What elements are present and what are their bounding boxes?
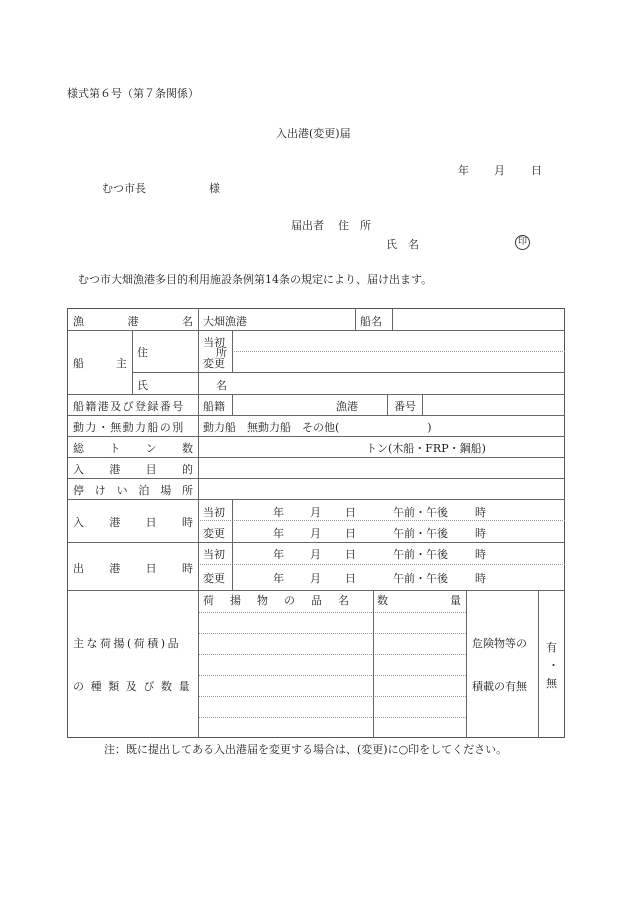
entry-change-month[interactable]: 月 — [310, 527, 321, 540]
purpose-field[interactable] — [200, 458, 562, 477]
owner-address-initial-label: 当初 — [203, 336, 225, 349]
port-value[interactable]: 大畑漁港 — [203, 315, 247, 328]
entry-initial-label: 当初 — [203, 506, 225, 519]
owner-label: 船 主 — [73, 357, 127, 370]
application-form-table — [67, 308, 565, 738]
cargo-qty-header: 数 量 — [377, 594, 461, 607]
owner-name-field[interactable] — [200, 374, 562, 393]
power-label: 動力・無動力船の別 — [73, 421, 185, 434]
fishing-port-label: 漁港 — [336, 400, 358, 413]
exit-initial-month[interactable]: 月 — [310, 548, 321, 561]
entry-change-hour[interactable]: 時 — [475, 527, 486, 540]
entry-initial-year[interactable]: 年 — [273, 506, 284, 519]
tonnage-value[interactable]: トン(木船・FRP・鋼船) — [366, 442, 486, 455]
entry-label: 入 港 日 時 — [73, 516, 193, 529]
exit-change-day[interactable]: 日 — [345, 572, 356, 585]
owner-address-label: 住 所 — [137, 346, 227, 359]
owner-address-initial-field[interactable] — [234, 331, 562, 350]
entry-initial-hour[interactable]: 時 — [475, 506, 486, 519]
exit-label: 出 港 日 時 — [73, 562, 193, 575]
purpose-label: 入 港 目 的 — [73, 463, 193, 476]
owner-name-label: 氏 名 — [137, 379, 227, 392]
ship-registry-label: 船籍 — [203, 400, 225, 413]
applicant-name-label: 氏 名 — [386, 238, 419, 251]
registry-label: 船籍港及び登録番号 — [73, 400, 185, 413]
registry-number-field[interactable] — [424, 396, 562, 415]
port-label: 漁 港 名 — [73, 315, 193, 328]
exit-change-label: 変更 — [203, 572, 225, 585]
statement: むつ市大畑漁港多目的利用施設条例第14条の規定により、届け出ます。 — [78, 273, 433, 286]
owner-address-change-label: 変更 — [203, 357, 225, 370]
cargo-item-header: 荷揚物の品名 — [203, 594, 365, 607]
seal-mark — [515, 235, 530, 250]
exit-initial-hour[interactable]: 時 — [475, 548, 486, 561]
footer-note: 注：既に提出してある入出港届を変更する場合は、(変更)に○印をしてください。 — [104, 743, 508, 756]
entry-initial-ampm[interactable]: 午前・午後 — [393, 506, 448, 519]
exit-initial-ampm[interactable]: 午前・午後 — [393, 548, 448, 561]
exit-change-month[interactable]: 月 — [310, 572, 321, 585]
entry-change-label: 変更 — [203, 527, 225, 540]
applicant-label: 届出者 — [291, 219, 324, 232]
exit-initial-day[interactable]: 日 — [345, 548, 356, 561]
registry-number-label: 番号 — [394, 400, 416, 413]
hazard-label-line1: 危険物等の — [472, 637, 527, 650]
exit-initial-label: 当初 — [203, 548, 225, 561]
cargo-label-line1: 主な荷揚(荷積)品 — [73, 637, 182, 650]
ship-name-label: 船名 — [360, 315, 382, 328]
date-month: 月 — [494, 164, 505, 177]
cargo-label-line2: の種類及び数量 — [73, 680, 197, 693]
page-title: 入出港(変更)届 — [276, 127, 351, 140]
date-year: 年 — [458, 164, 469, 177]
exit-change-hour[interactable]: 時 — [475, 572, 486, 585]
form-number: 様式第６号（第７条関係） — [67, 87, 199, 100]
entry-initial-day[interactable]: 日 — [345, 506, 356, 519]
seal-text: 印 — [517, 237, 527, 247]
entry-change-ampm[interactable]: 午前・午後 — [393, 527, 448, 540]
entry-change-day[interactable]: 日 — [345, 527, 356, 540]
hazard-no[interactable]: 無 — [546, 677, 557, 690]
owner-address-change-field[interactable] — [234, 353, 562, 372]
honorific: 様 — [209, 182, 220, 195]
date-day: 日 — [531, 164, 542, 177]
entry-change-year[interactable]: 年 — [273, 527, 284, 540]
addressee: むつ市長 — [102, 182, 146, 195]
power-options[interactable]: 動力船 無動力船 その他( ) — [203, 421, 432, 434]
exit-change-ampm[interactable]: 午前・午後 — [393, 572, 448, 585]
tonnage-label: 総 ト ン 数 — [73, 442, 193, 455]
berth-label: 停 け い 泊 場 所 — [73, 484, 193, 497]
entry-initial-month[interactable]: 月 — [310, 506, 321, 519]
ship-name-field[interactable] — [394, 310, 562, 329]
hazard-label-line2: 積載の有無 — [472, 680, 527, 693]
exit-change-year[interactable]: 年 — [273, 572, 284, 585]
hazard-separator: ・ — [548, 659, 559, 672]
applicant-address-label: 住 所 — [338, 219, 371, 232]
hazard-yes[interactable]: 有 — [546, 641, 557, 654]
exit-initial-year[interactable]: 年 — [273, 548, 284, 561]
berth-field[interactable] — [200, 479, 562, 498]
